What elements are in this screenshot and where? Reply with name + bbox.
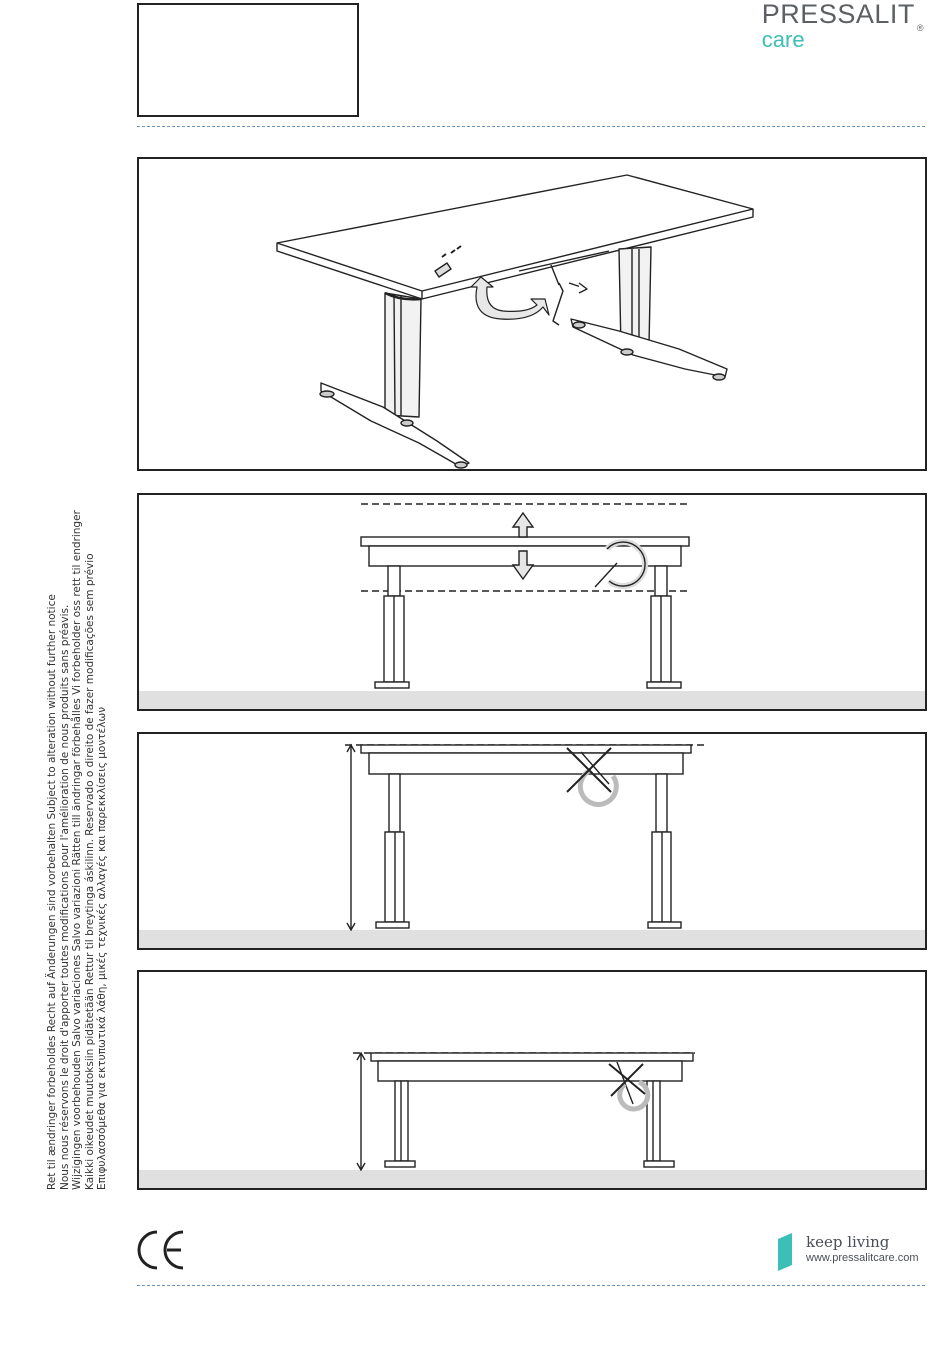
footer-divider xyxy=(137,1285,925,1286)
table-max-height-no-crank-icon xyxy=(139,734,925,948)
notice-line: Nous nous réservons le droit d'apporter toutes modifications pour l'amélioration de nous produits sans préavis. xyxy=(58,604,71,1190)
table-crank-perspective-icon xyxy=(139,159,925,469)
figure-min-height xyxy=(137,970,927,1190)
header-divider xyxy=(137,126,925,127)
footer-slogan: keep living xyxy=(806,1233,890,1251)
table-height-up-down-icon xyxy=(139,495,925,709)
table-min-height-no-crank-icon xyxy=(139,972,925,1188)
footer-url: www.pressalitcare.com xyxy=(806,1252,919,1264)
pressalit-mark-icon xyxy=(778,1233,792,1271)
blank-label-box xyxy=(137,3,359,117)
pressalit-care-logo xyxy=(762,0,924,51)
notice-line: Ret til ændringer forbeholdes Recht auf Änderungen sind vorbehalten Subject to alteration without further notice xyxy=(46,594,58,1190)
alteration-notice xyxy=(46,510,109,1190)
ce-mark-icon xyxy=(136,1228,186,1272)
registered-mark: ® xyxy=(916,23,924,33)
notice-line: Επιφυλασσόμεθα για εκτυπωτικά λάθη, μικές τεχνικές αλλαγές και παρεκκλίσεις μοντέλων xyxy=(96,706,108,1190)
figure-assembly-crank xyxy=(137,157,927,471)
figure-adjust-height xyxy=(137,493,927,711)
figure-max-height xyxy=(137,732,927,950)
brand-sub: care xyxy=(761,27,805,52)
brand-name: PRESSALIT xyxy=(761,0,915,29)
notice-line: Kaikki oikeudet muutoksiin pidätetään Rettur til breytinga áskilinn. Reservado o direito de fazer modificações sem prévio xyxy=(83,553,96,1190)
notice-line: Wijzigingen voorbehouden Salvo variaciones Salvo variazioni Rätten till ändringar förbehålles Vi forbeholder oss rett til endringer xyxy=(71,510,83,1190)
